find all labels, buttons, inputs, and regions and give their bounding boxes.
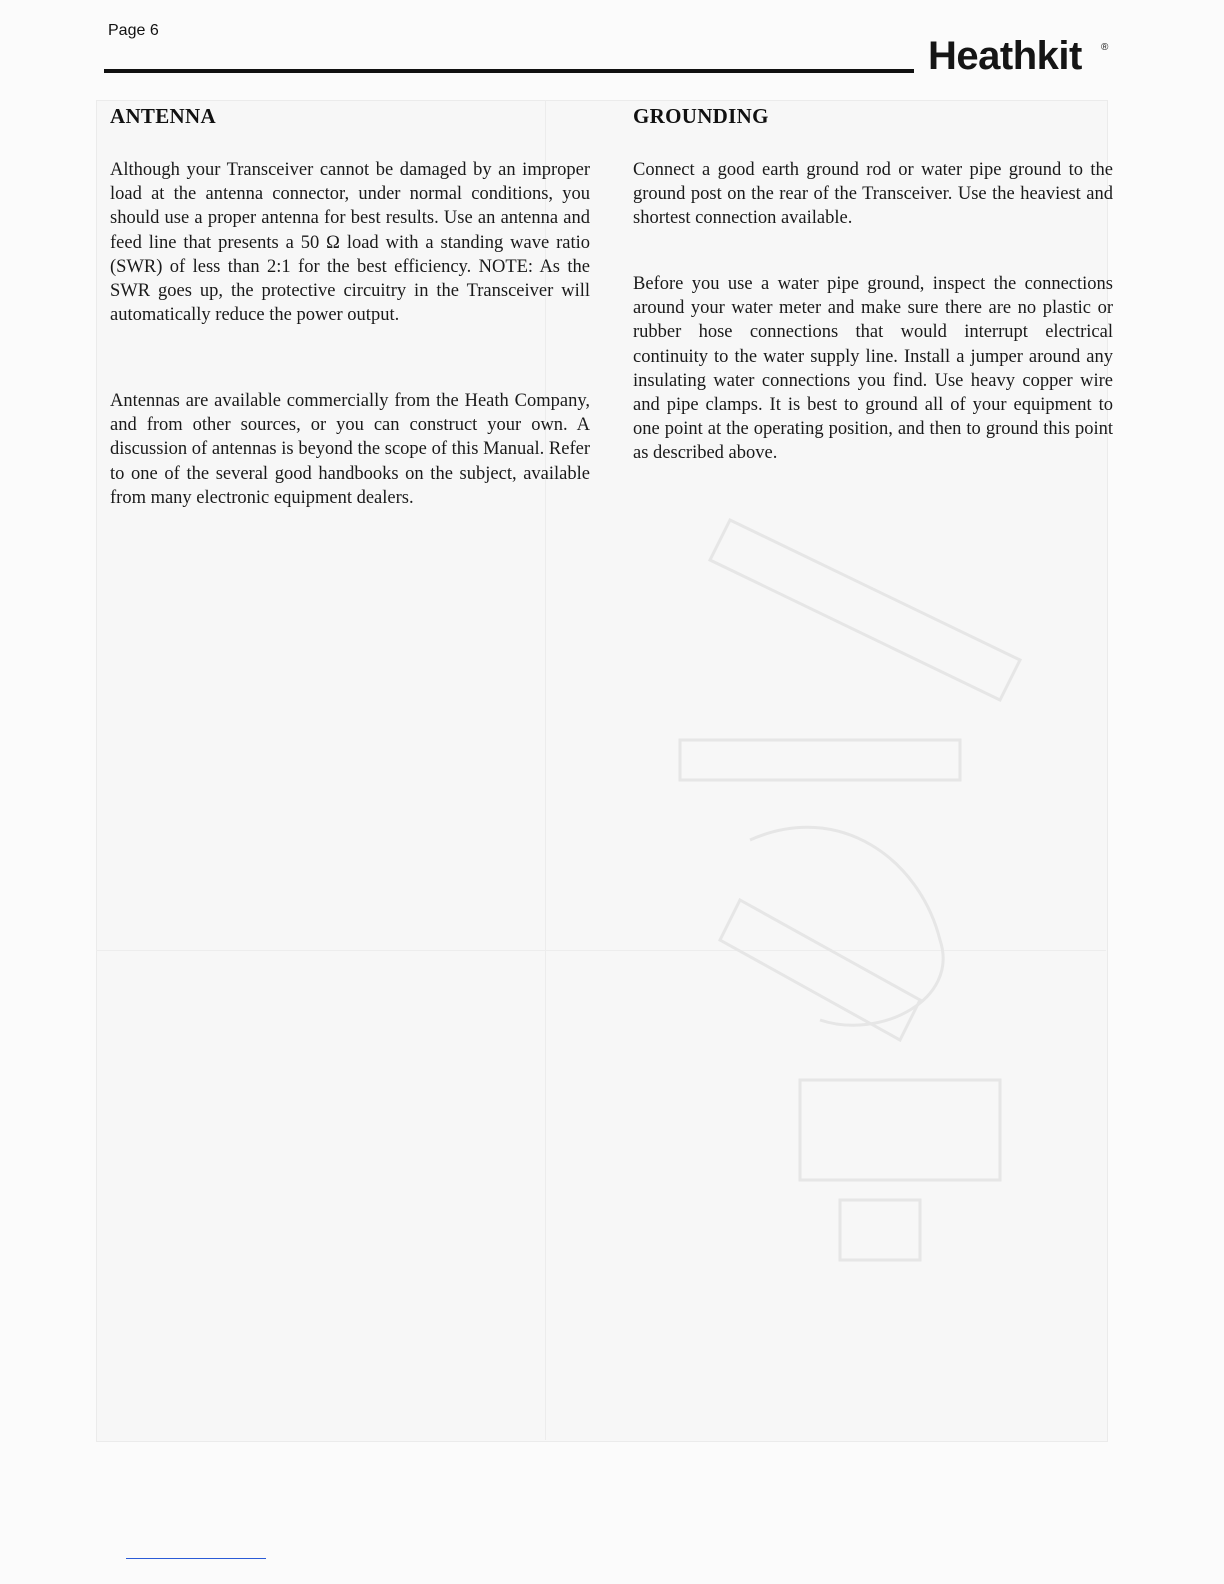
antenna-heading: ANTENNA: [110, 104, 216, 128]
page-number: Page 6: [108, 22, 159, 39]
grounding-paragraph: Before you use a water pipe ground, inspect the connections around your water meter and make sure there are no plastic or rubber hose connections that would interrupt electrical continuity to the water supply line. Install a jumper around any insulating water connections you find. Use heavy copper wire and pipe clamps. It is best to ground all of your equipment to one point at the operating position, and then to ground this point as described above.: [633, 274, 1113, 464]
grounding-paragraph: Connect a good earth ground rod or water pipe ground to the ground post on the rear of the Transceiver. Use the heaviest and shortest connection available.: [633, 160, 1113, 229]
registered-mark: ®: [1101, 42, 1109, 53]
bleed-through-drawing: [620, 480, 1100, 1300]
header-rule: [104, 69, 914, 73]
footer-link-underline: [126, 1558, 266, 1559]
antenna-paragraph: Although your Transceiver cannot be damaged by an improper load at the antenna connector, under normal conditions, you should use a proper antenna for best results. Use an antenna and feed line that presents a 50 Ω load with a standing wave ratio (SWR) of less than 2:1 for the best efficiency. NOTE: As the SWR goes up, the protective circuitry in the Transceiver will automatically reduce the power output.: [110, 160, 590, 326]
antenna-paragraph: Antennas are available commercially from the Heath Company, and from other sources, or you can construct your own. A discussion of antennas is beyond the scope of this Manual. Refer to one of the several good handbooks on the subject, available from many electronic equipment dealers.: [110, 391, 590, 508]
brand-logo: Heathkit: [928, 34, 1082, 78]
grounding-heading: GROUNDING: [633, 104, 769, 128]
